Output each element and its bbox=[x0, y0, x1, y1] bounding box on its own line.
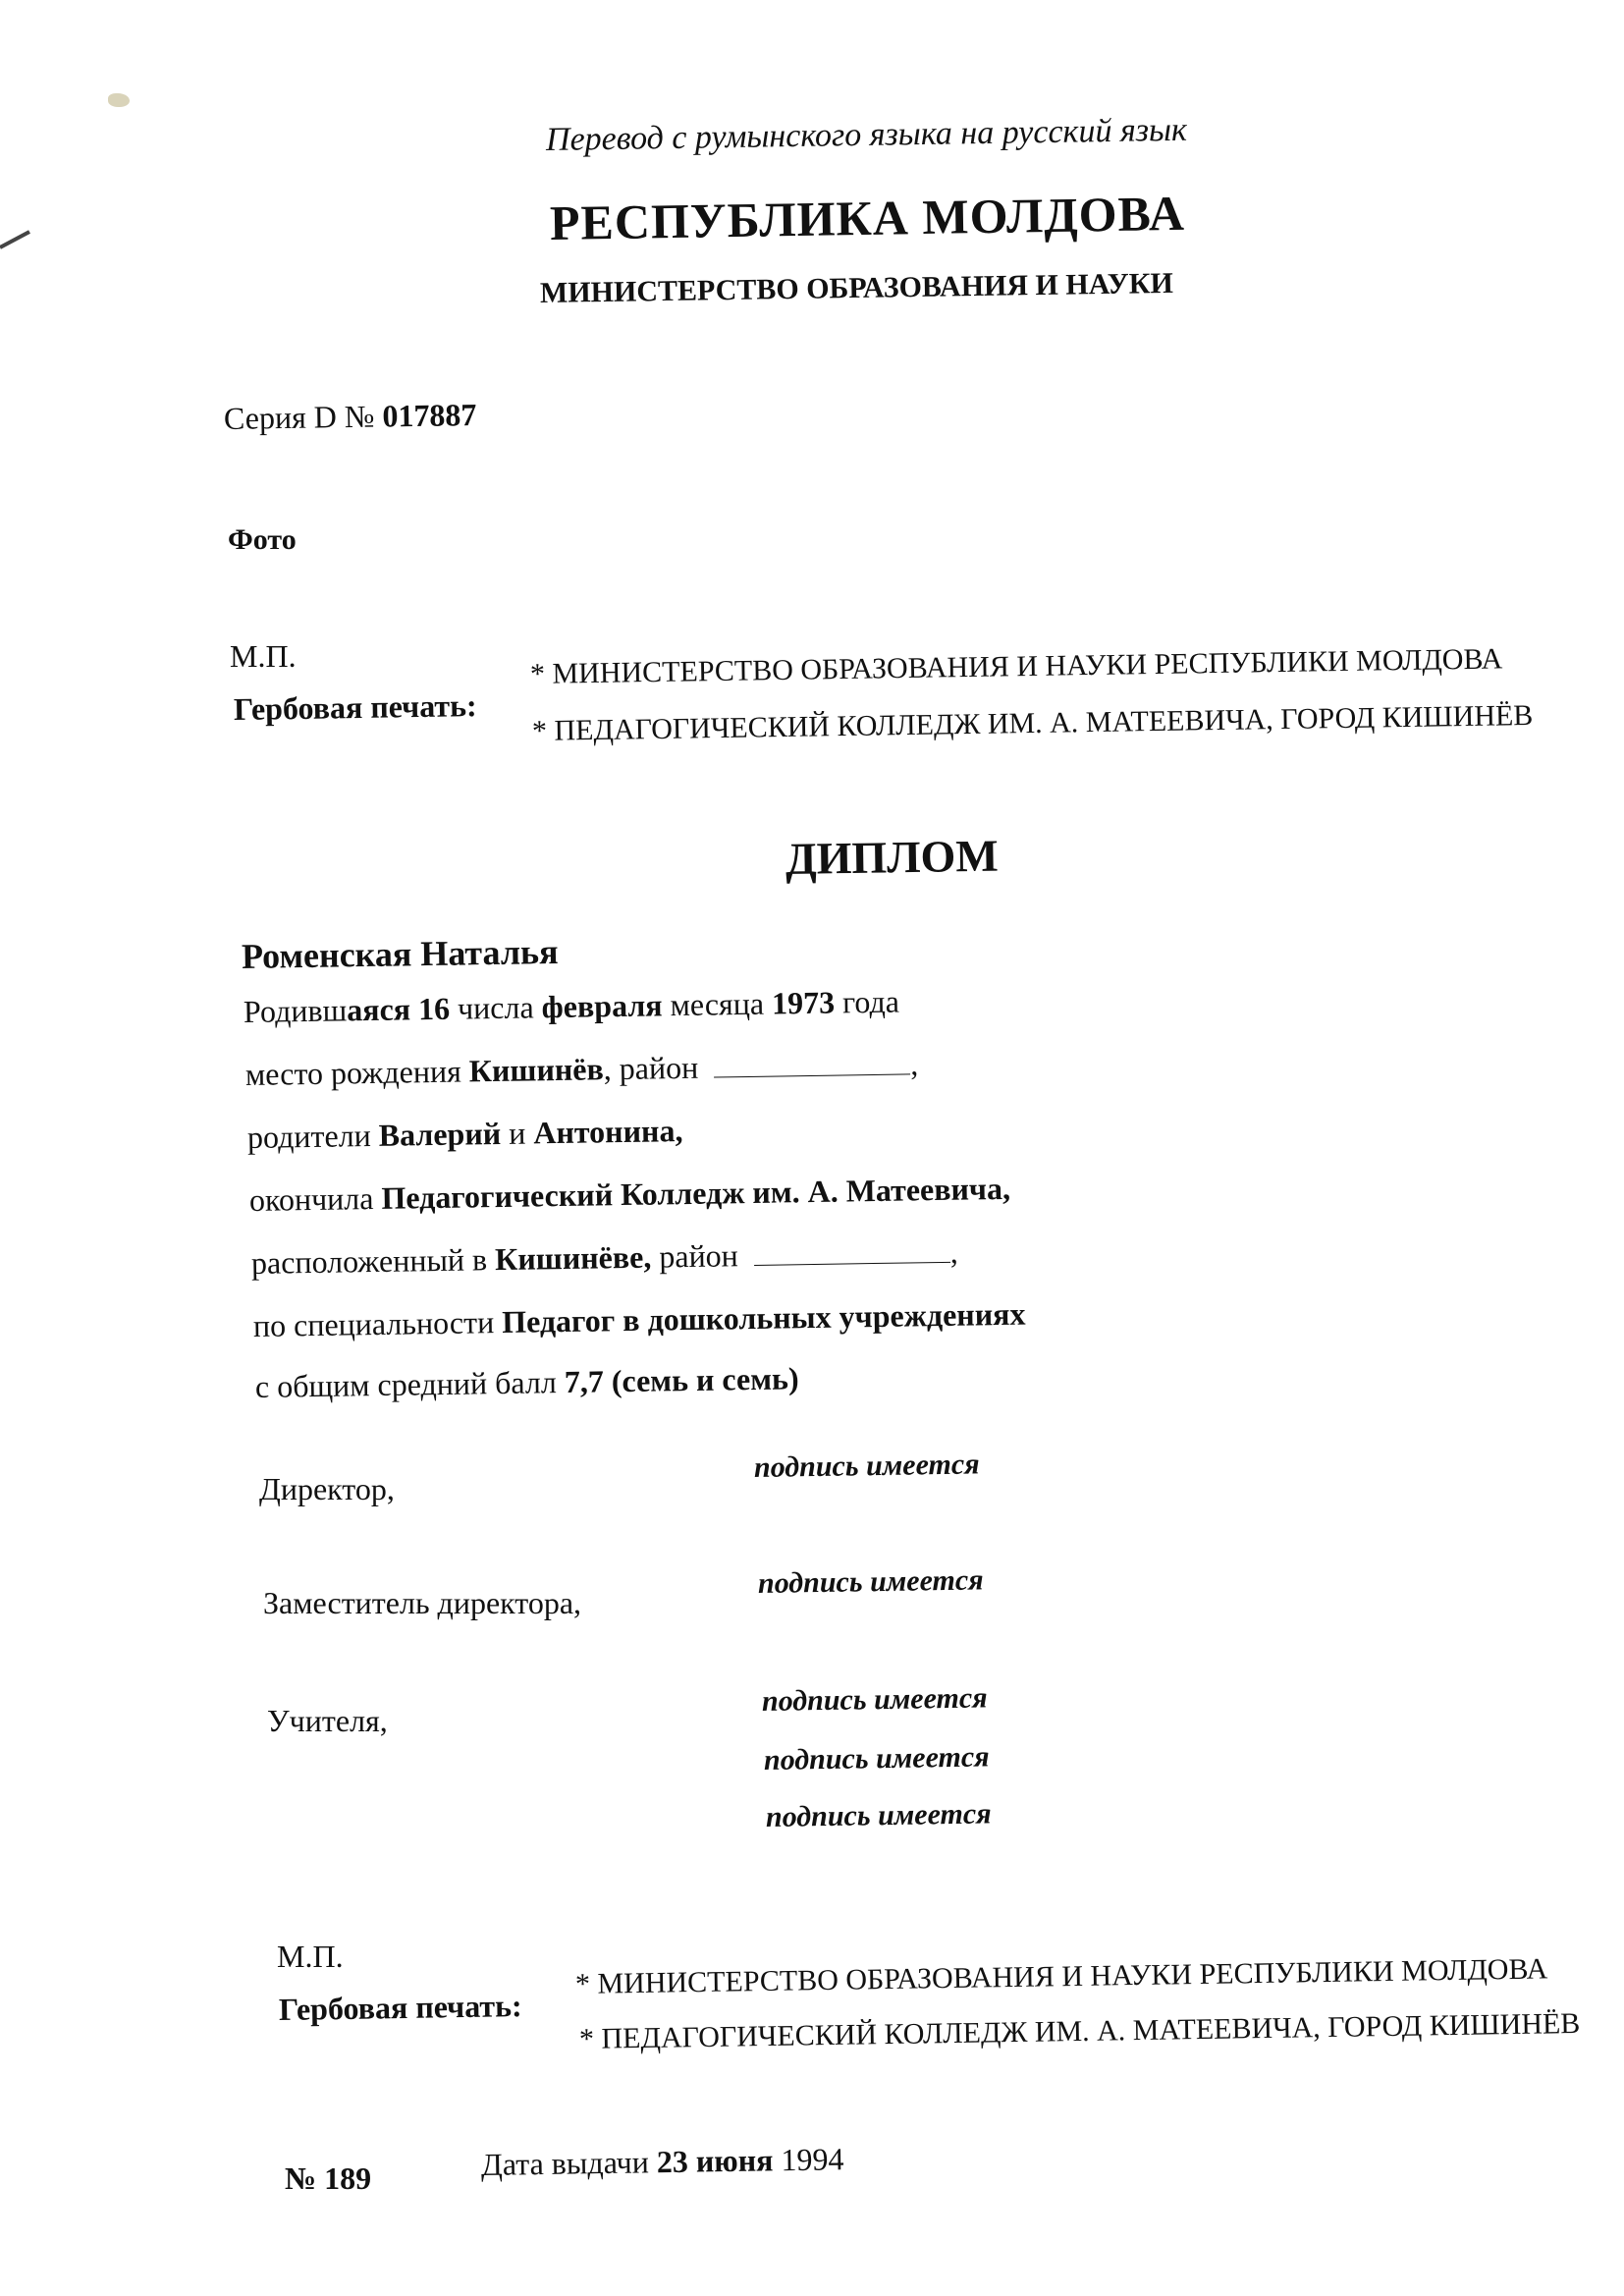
country-title: РЕСПУБЛИКА МОЛДОВА bbox=[549, 185, 1186, 250]
parent-father: Валерий bbox=[378, 1115, 502, 1153]
teacher-signature-2: подпись имеется bbox=[763, 1740, 990, 1777]
grade-line bbox=[255, 1360, 799, 1405]
teachers-label: Учителя, bbox=[267, 1703, 388, 1738]
graduated-text: окончила bbox=[248, 1179, 382, 1218]
graduated-line bbox=[249, 1171, 1011, 1219]
located-district-blank bbox=[754, 1240, 950, 1266]
specialty-name: Педагог в дошкольных учреждениях bbox=[501, 1295, 1026, 1340]
director-signature: подпись имеется bbox=[753, 1448, 980, 1484]
located-text-2: район bbox=[651, 1237, 747, 1275]
grade-text: с общим средний балл bbox=[254, 1364, 566, 1404]
birth-text-2: числа bbox=[449, 989, 542, 1026]
issue-date-label: Дата выдачи bbox=[480, 2144, 658, 2182]
birth-month: февраля bbox=[541, 987, 663, 1025]
birthplace-district-blank bbox=[714, 1052, 910, 1077]
parents-line bbox=[247, 1113, 683, 1156]
teacher-signature-3: подпись имеется bbox=[765, 1797, 992, 1833]
holder-name: Роменская Наталья bbox=[241, 931, 559, 976]
located-line bbox=[251, 1234, 958, 1282]
college-name: Педагогический Колледж им. А. Матеевича, bbox=[381, 1170, 1011, 1216]
deputy-director-label: Заместитель директора, bbox=[263, 1585, 582, 1620]
deputy-director-signature: подпись имеется bbox=[757, 1563, 984, 1600]
birth-day: аяся 16 bbox=[346, 990, 451, 1028]
parents-text-1: родители bbox=[246, 1117, 380, 1155]
stamp-bottom-line2: * ПЕДАГОГИЧЕСКИЙ КОЛЛЕДЖ ИМ. А. МАТЕЕВИЧА, ГОРОД КИШИНЁВ bbox=[578, 2006, 1581, 2055]
ministry-title: МИНИСТЕРСТВО ОБРАЗОВАНИЯ И НАУКИ bbox=[539, 266, 1174, 309]
birth-line bbox=[244, 984, 900, 1030]
located-city: Кишинёве, bbox=[494, 1238, 652, 1278]
scan-edge-mark bbox=[0, 230, 30, 248]
stamp-bottom-label: Гербовая печать: bbox=[278, 1988, 522, 2027]
diploma-title: ДИПЛОМ bbox=[785, 830, 1000, 884]
stamp-bottom-line1: * МИНИСТЕРСТВО ОБРАЗОВАНИЯ И НАУКИ РЕСПУБЛИКИ МОЛДОВА bbox=[574, 1952, 1548, 2000]
translation-note: Перевод с румынского языка на русский язык bbox=[545, 111, 1188, 158]
photo-label: Фото bbox=[228, 523, 297, 556]
issue-year: 1994 bbox=[773, 2141, 844, 2178]
parent-mother: Антонина, bbox=[533, 1113, 683, 1151]
stamp-top-label: Гербовая печать: bbox=[233, 687, 477, 727]
issue-date-line bbox=[481, 2141, 844, 2183]
birth-text-4: года bbox=[834, 983, 900, 1020]
birthplace-text-1: место рождения bbox=[244, 1053, 470, 1092]
series-number: 017887 bbox=[382, 396, 477, 434]
birthplace-text-2: , район bbox=[603, 1049, 707, 1087]
stamp-bottom-mp: М.П. bbox=[277, 1939, 344, 1974]
located-comma: , bbox=[949, 1233, 959, 1270]
series-label: Серия D № bbox=[223, 398, 375, 436]
stamp-top-mp: М.П. bbox=[230, 638, 297, 674]
birth-text-3: месяца bbox=[662, 985, 773, 1023]
birthplace-line bbox=[245, 1046, 919, 1093]
grade-value: 7,7 (семь и семь) bbox=[564, 1360, 799, 1400]
birth-year: 1973 bbox=[771, 984, 836, 1021]
specialty-line bbox=[253, 1296, 1026, 1344]
located-text-1: расположенный в bbox=[250, 1241, 496, 1281]
director-label: Директор, bbox=[259, 1471, 395, 1506]
birthplace-city: Кишинёв bbox=[468, 1051, 605, 1089]
registration-number: № 189 bbox=[285, 2160, 372, 2196]
series-line bbox=[224, 397, 477, 437]
parents-text-2: и bbox=[500, 1115, 534, 1151]
scan-smudge bbox=[108, 93, 130, 107]
birth-text-1: Родивш bbox=[243, 992, 348, 1029]
specialty-text: по специальности bbox=[252, 1304, 503, 1343]
stamp-top-line1: * МИНИСТЕРСТВО ОБРАЗОВАНИЯ И НАУКИ РЕСПУБЛИКИ МОЛДОВА bbox=[529, 642, 1503, 690]
birthplace-comma: , bbox=[909, 1046, 919, 1082]
teacher-signature-1: подпись имеется bbox=[761, 1681, 988, 1718]
stamp-top-line2: * ПЕДАГОГИЧЕСКИЙ КОЛЛЕДЖ ИМ. А. МАТЕЕВИЧА, ГОРОД КИШИНЁВ bbox=[531, 698, 1534, 747]
issue-day-month: 23 июня bbox=[656, 2142, 774, 2180]
